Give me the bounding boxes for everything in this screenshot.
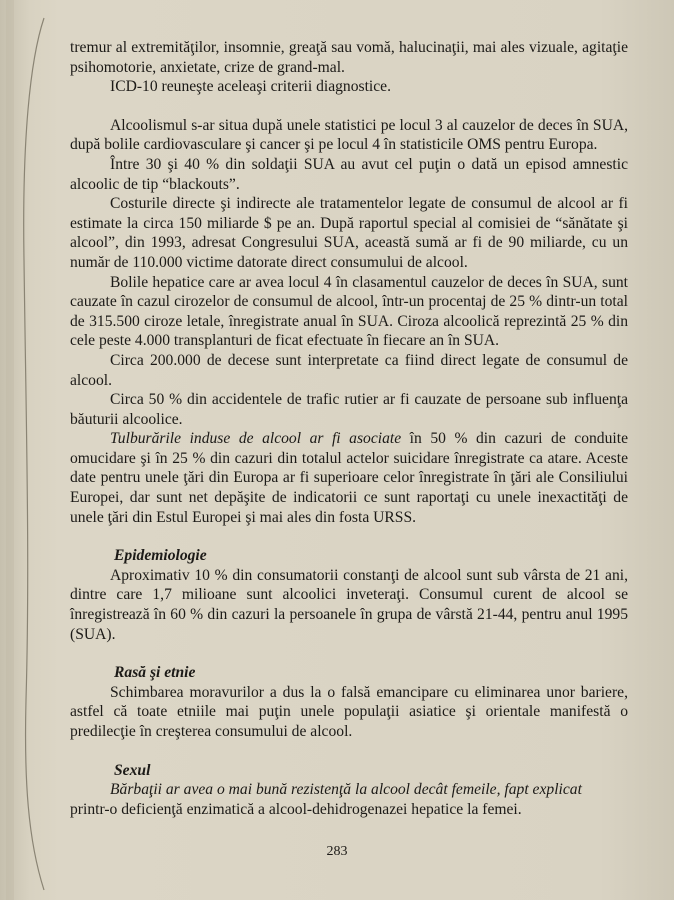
paragraph-costs: Costurile directe şi indirecte ale tratamentelor legate de consumul de alcool ar fi estimate la circa 150 miliarde $ pe an. După raportul special al comisiei de “sănătate şi alcool”, din 1993, adresat Congresului SUA, această sumă ar fi de 90 miliarde, cu un număr de 110.000 victime datorate direct consumului de alcool. xyxy=(70,195,628,271)
paragraph-liver-disease: Bolile hepatice care ar avea locul 4 în clasamentul cauzelor de deces în SUA, sunt cauzate în cazul cirozelor de consumul de alcool, într-un procentaj de 25 % dintr-un total de 315.500 ciroze letale, înregistrate anual în SUA. Ciroza alcoolică reprezintă 25 % din cele peste 4.000 transplanturi de ficat efectuate în fiecare an în SUA. xyxy=(70,273,628,350)
paragraph-traffic: Circa 50 % din accidentele de trafic rutier ar fi cauzate de persoane sub influenţa băuturii alcoolice. xyxy=(70,391,628,428)
page-binding-curve xyxy=(0,0,60,900)
paragraph-sexul-italic: Bărbaţii ar avea o mai bună rezistenţă la alcool decât femeile, fapt explicat xyxy=(110,781,582,799)
paragraph-rasa-etnie: Schimbarea moravurilor a dus la o falsă emancipare cu eliminarea unor bariere, astfel că toate etniile mai puţin unele populaţii asiatice şi orientale manifestă o predilecţie în creşterea consumului de alcool. xyxy=(70,683,628,740)
paragraph-sexul-rest: printr-o deficienţă enzimatică a alcool-dehidrogenazei hepatice la femei. xyxy=(70,800,522,818)
heading-rasa-etnie: Rasă şi etnie xyxy=(114,664,196,682)
paragraph-disorders xyxy=(70,429,628,527)
heading-sexul: Sexul xyxy=(114,761,151,779)
disorders-lead: Tulburările induse de alcool ar fi asociate xyxy=(110,430,402,448)
paragraph-epidemiologie: Aproximativ 10 % din consumatorii constanţi de alcool sunt sub vârsta de 21 ani, dintre care 1,7 milioane sunt alcoolici inveteraţi. Consumul curent de alcool se înregistrează în 60 % din cazuri la persoanele în grupa de vârstă 21-44, pentru anul 1995 (SUA). xyxy=(70,566,628,643)
heading-epidemiologie: Epidemiologie xyxy=(114,547,207,565)
paragraph-deaths: Circa 200.000 de decese sunt interpretate ca fiind direct legate de consumul de alcool. xyxy=(70,351,628,389)
paragraph-icd10: ICD-10 reuneşte aceleaşi criterii diagnostice. xyxy=(110,78,391,96)
paragraph-blackouts: Între 30 şi 40 % din soldaţii SUA au avut cel puţin o dată un episod amnestic alcoolic de tip “blackouts”. xyxy=(70,155,628,193)
paragraph-mortality-rank: Alcoolismul s-ar situa după unele statistici pe locul 3 al cauzelor de deces în SUA, după bolile cardiovasculare şi cancer şi pe locul 4 în statisticile OMS pentru Europa. xyxy=(70,116,628,154)
page-body xyxy=(70,38,628,819)
disorders-rest: în 50 % din cazuri de conduite omucidare şi în 25 % din cazuri din totalul actelor suicidare înregistrate ca atare. Aceste date pentru unele ţări din Europa ar fi superioare celor înregistrate în ţări ale Consiliului Europei, dar sunt net depăşite de indicatorii ce sunt raportaţi cu unele inexactităţi de unele ţări din Estul Europei şi mai ales din fosta URSS. xyxy=(70,430,628,526)
paragraph-withdrawal-symptoms: tremur al extremităţilor, insomnie, greaţă sau vomă, halucinaţii, mai ales vizuale, agitaţie psihomotorie, anxietate, crize de grand-mal. xyxy=(70,39,628,76)
page-number: 283 xyxy=(326,844,348,859)
